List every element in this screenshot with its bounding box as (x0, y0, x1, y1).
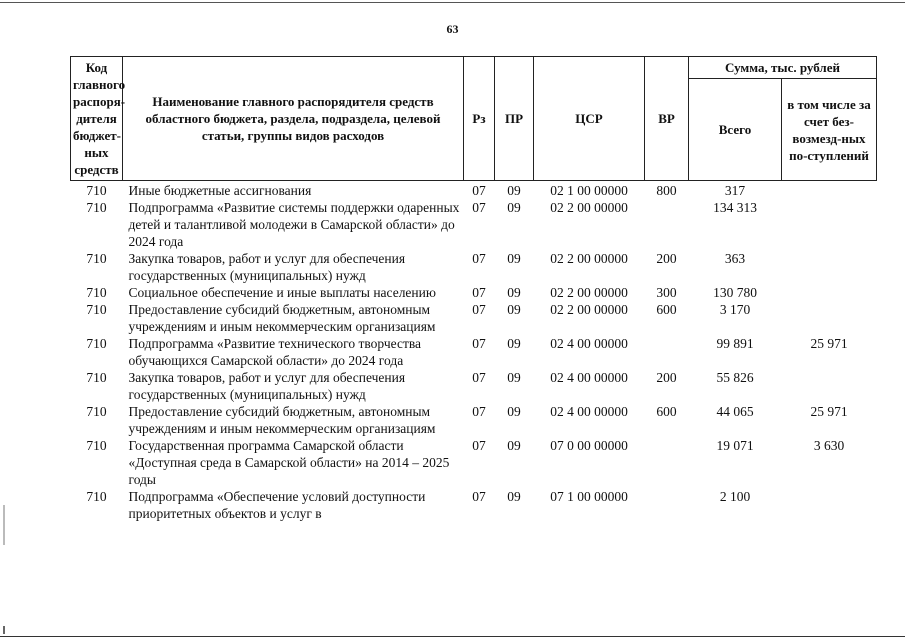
cell-rz: 07 (472, 285, 486, 300)
header-code: Код главного распоря-дителя бюджет-ных средств (71, 57, 123, 181)
table-row (71, 403, 877, 437)
cell-pr: 09 (507, 285, 521, 300)
cell-vr (645, 488, 689, 522)
cell-name: Подпрограмма «Обеспечение условий доступности приоритетных объектов и услуг в (128, 489, 426, 521)
cell-code: 710 (86, 336, 107, 351)
cell-vr: 600 (656, 404, 677, 419)
cell-name: Закупка товаров, работ и услуг для обеспечения государственных (муниципальных) нужд (128, 370, 406, 402)
cell-rz: 07 (472, 404, 486, 419)
cell-vr (645, 335, 689, 369)
cell-csr: 02 2 00 00000 (550, 251, 628, 266)
cell-code: 710 (86, 370, 107, 385)
header-vr: ВР (645, 57, 689, 181)
table-row (71, 199, 877, 250)
cell-code: 710 (86, 183, 107, 198)
table-row (71, 437, 877, 488)
cell-name: Государственная программа Самарской области «Доступная среда в Самарской области» на 2014 – 2025 годы (128, 438, 450, 487)
cell-code: 710 (86, 438, 107, 453)
cell-vr: 200 (656, 370, 677, 385)
cell-csr: 02 2 00 00000 (550, 200, 628, 215)
cell-free: 3 630 (813, 438, 845, 453)
cell-total: 317 (724, 183, 746, 198)
cell-total: 19 071 (716, 438, 754, 453)
cell-vr: 200 (656, 251, 677, 266)
cell-pr: 09 (507, 336, 521, 351)
cell-vr: 600 (656, 302, 677, 317)
cell-rz: 07 (472, 438, 486, 453)
cell-code: 710 (86, 404, 107, 419)
header-sum-group: Сумма, тыс. рублей (689, 57, 877, 79)
cell-pr: 09 (507, 370, 521, 385)
cell-rz: 07 (472, 302, 486, 317)
cell-name: Подпрограмма «Развитие системы поддержки одаренных детей и талантливой молодежи в Самарской области» до 2024 года (128, 200, 460, 249)
cell-csr: 07 0 00 00000 (550, 438, 628, 453)
table-row (71, 284, 877, 301)
scan-speck (3, 505, 5, 545)
cell-name: Подпрограмма «Развитие технического творчества обучающихся Самарской области» до 2024 года (128, 336, 422, 368)
cell-free: 25 971 (810, 404, 848, 419)
cell-code: 710 (86, 302, 107, 317)
cell-total: 363 (724, 251, 746, 266)
cell-csr: 02 2 00 00000 (550, 302, 628, 317)
cell-name: Иные бюджетные ассигнования (128, 183, 312, 198)
header-pr: ПР (495, 57, 534, 181)
cell-rz: 07 (472, 183, 486, 198)
cell-vr (645, 437, 689, 488)
cell-free (782, 250, 877, 284)
cell-code: 710 (86, 285, 107, 300)
cell-free (782, 284, 877, 301)
cell-csr: 02 1 00 00000 (550, 183, 628, 198)
cell-free (782, 488, 877, 522)
table-row (71, 369, 877, 403)
budget-table (70, 56, 877, 522)
cell-csr: 02 2 00 00000 (550, 285, 628, 300)
scan-speck (3, 626, 5, 634)
cell-free (782, 199, 877, 250)
cell-total: 2 100 (719, 489, 751, 504)
cell-total: 55 826 (716, 370, 754, 385)
cell-code: 710 (86, 200, 107, 215)
cell-free (782, 301, 877, 335)
header-csr: ЦСР (534, 57, 645, 181)
header-free: в том числе за счет без-возмезд-ных по-ступлений (782, 79, 877, 181)
cell-csr: 02 4 00 00000 (550, 404, 628, 419)
cell-pr: 09 (507, 302, 521, 317)
cell-rz: 07 (472, 251, 486, 266)
table-row (71, 335, 877, 369)
cell-rz: 07 (472, 200, 486, 215)
cell-total: 3 170 (719, 302, 751, 317)
cell-vr: 800 (656, 183, 677, 198)
cell-free (782, 181, 877, 200)
cell-rz: 07 (472, 370, 486, 385)
cell-csr: 02 4 00 00000 (550, 336, 628, 351)
table-row (71, 181, 877, 200)
scan-top-edge (0, 2, 905, 3)
cell-pr: 09 (507, 489, 521, 504)
header-rz: Рз (464, 57, 495, 181)
header-total: Всего (689, 79, 782, 181)
table-body (71, 181, 877, 523)
cell-csr: 07 1 00 00000 (550, 489, 628, 504)
cell-free (782, 369, 877, 403)
table-row (71, 250, 877, 284)
cell-pr: 09 (507, 200, 521, 215)
cell-pr: 09 (507, 404, 521, 419)
cell-name: Социальное обеспечение и иные выплаты населению (128, 285, 436, 300)
cell-total: 134 313 (713, 200, 757, 215)
cell-code: 710 (86, 489, 107, 504)
cell-rz: 07 (472, 489, 486, 504)
cell-rz: 07 (472, 336, 486, 351)
cell-vr: 300 (656, 285, 677, 300)
cell-total: 130 780 (713, 285, 757, 300)
cell-vr (645, 199, 689, 250)
table-row (71, 301, 877, 335)
cell-pr: 09 (507, 251, 521, 266)
page-number: 63 (446, 22, 459, 36)
header-name: Наименование главного распорядителя средств областного бюджета, раздела, подраздела, целевой статьи, группы видов расходов (123, 57, 464, 181)
cell-total: 99 891 (716, 336, 754, 351)
cell-code: 710 (86, 251, 107, 266)
cell-name: Предоставление субсидий бюджетным, автономным учреждениям и иным некоммерческим организациям (128, 302, 436, 334)
cell-csr: 02 4 00 00000 (550, 370, 628, 385)
scan-bottom-edge (0, 636, 905, 637)
cell-name: Предоставление субсидий бюджетным, автономным учреждениям и иным некоммерческим организациям (128, 404, 436, 436)
cell-free: 25 971 (810, 336, 848, 351)
cell-pr: 09 (507, 183, 521, 198)
table-row (71, 488, 877, 522)
cell-name: Закупка товаров, работ и услуг для обеспечения государственных (муниципальных) нужд (128, 251, 406, 283)
cell-pr: 09 (507, 438, 521, 453)
cell-total: 44 065 (716, 404, 754, 419)
